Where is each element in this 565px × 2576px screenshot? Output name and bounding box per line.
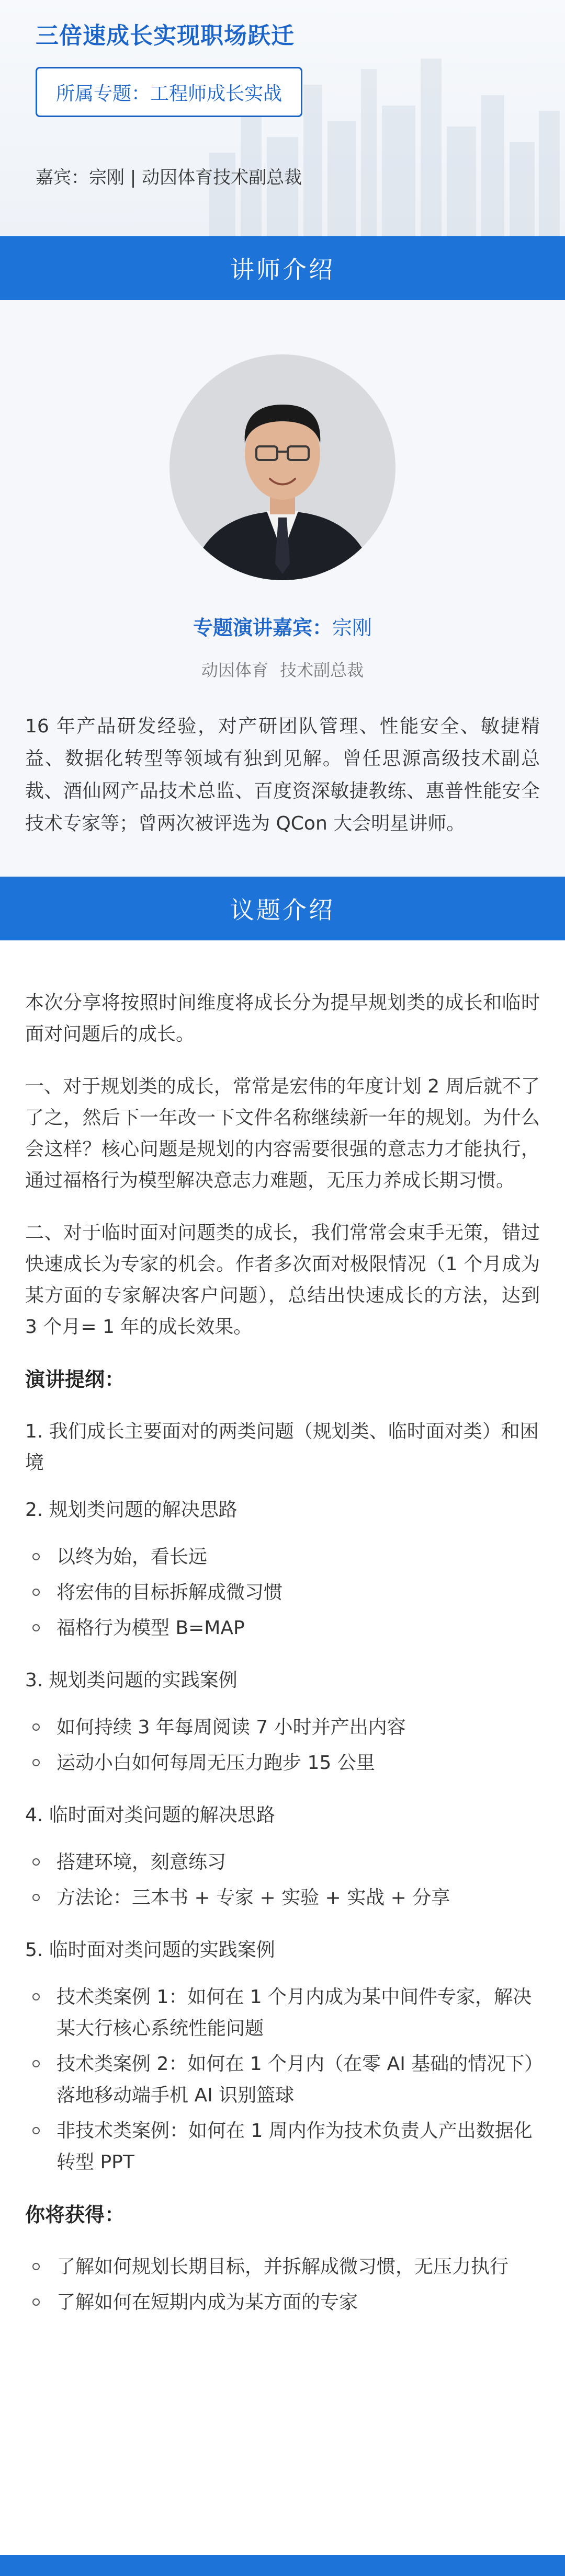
circle-bullet-icon	[32, 2127, 40, 2134]
list-item-text: 技术类案例 1：如何在 1 个月内成为某中间件专家，解决某大行核心系统性能问题	[56, 1986, 532, 2039]
speaker-bio: 16 年产品研发经验，对产研团队管理、性能安全、敏捷精益、数据化转型等领域有独到见解。曾任思源高级技术副总裁、酒仙网产品技术总监、百度资深敏捷教练、惠普性能安全技术专家等；曾两次被评选为 QCon 大会明星讲师。	[25, 716, 540, 834]
circle-bullet-icon	[32, 2298, 40, 2306]
agenda-paragraph-2: 二、对于临时面对问题类的成长，我们常常会束手无策，错过快速成长为专家的机会。作者多次面对极限情况（1 个月成为某方面的专家解决客户问题），总结出快速成长的方法，达到 3 个月= 1 年的成长效果。	[25, 1222, 540, 1338]
list-item	[56, 1577, 540, 1608]
footer-bar	[0, 2555, 565, 2576]
circle-bullet-icon	[32, 1589, 40, 1596]
list-item	[56, 1613, 540, 1644]
outline-point: 3. 规划类问题的实践案例	[25, 1670, 238, 1691]
circle-bullet-icon	[32, 2060, 40, 2067]
circle-bullet-icon	[32, 1759, 40, 1766]
agenda-section	[0, 940, 565, 2318]
guest-role: 技术副总裁	[280, 660, 364, 680]
list-item	[56, 2115, 540, 2178]
list-item-text: 了解如何在短期内成为某方面的专家	[56, 2292, 358, 2313]
list-item	[56, 1747, 540, 1779]
circle-bullet-icon	[32, 1894, 40, 1901]
list-item-text: 以终为始，看长远	[56, 1546, 208, 1568]
agenda-paragraph-1: 一、对于规划类的成长，常常是宏伟的年度计划 2 周后就不了了之，然后下一年改一下文件名称继续新一年的规划。为什么会这样？核心问题是规划的内容需要很强的意志力才能执行，通过福格行为模型解决意志力难题，无压力养成长期习惯。	[25, 1076, 540, 1191]
circle-bullet-icon	[32, 1723, 40, 1731]
list-item	[56, 1847, 540, 1878]
list-item-text: 了解如何规划长期目标，并拆解成微习惯，无压力执行	[56, 2256, 509, 2278]
list-item	[56, 2049, 540, 2111]
circle-bullet-icon	[32, 1858, 40, 1866]
section-header-lecturer: 讲师介绍	[0, 236, 565, 300]
guest-company: 动因体育	[201, 660, 268, 680]
list-item-text: 方法论：三本书 + 专家 + 实验 + 实战 + 分享	[56, 1887, 450, 1908]
circle-bullet-icon	[32, 1553, 40, 1560]
speaker-line: 嘉宾：宗刚 | 动因体育技术副总裁	[36, 167, 302, 188]
outline-point: 2. 规划类问题的解决思路	[25, 1499, 238, 1521]
guest-prefix: 专题演讲嘉宾：	[193, 616, 332, 639]
outline-heading: 演讲提纲：	[25, 1368, 125, 1391]
lecturer-section	[0, 300, 565, 877]
circle-bullet-icon	[32, 1993, 40, 2000]
list-item	[56, 1982, 540, 2044]
circle-bullet-icon	[32, 2263, 40, 2270]
list-item-text: 如何持续 3 年每周阅读 7 小时并产出内容	[56, 1717, 406, 1738]
section-header-agenda: 议题介绍	[0, 877, 565, 940]
list-item-text: 非技术类案例：如何在 1 周内作为技术负责人产出数据化转型 PPT	[56, 2120, 533, 2173]
list-item	[56, 1712, 540, 1743]
hero-banner	[0, 0, 565, 236]
outline-point: 1. 我们成长主要面对的两类问题（规划类、临时面对类）和困境	[25, 1421, 539, 1474]
list-item	[56, 1882, 540, 1914]
outline-sublist	[25, 1847, 540, 1914]
guest-name: 宗刚	[332, 616, 372, 639]
gains-heading: 你将获得：	[25, 2203, 125, 2226]
list-item	[56, 2287, 540, 2318]
topic-tag[interactable]: 所属专题：工程师成长实战	[36, 67, 302, 117]
outline-sublist	[25, 1712, 540, 1779]
list-item	[56, 1542, 540, 1573]
list-item	[56, 2251, 540, 2283]
guest-org	[0, 657, 565, 681]
speaker-avatar	[170, 354, 396, 580]
list-item-text: 福格行为模型 B=MAP	[56, 1617, 245, 1639]
outline-sublist	[25, 1542, 540, 1644]
circle-bullet-icon	[32, 1624, 40, 1631]
outline-point: 5. 临时面对类问题的实践案例	[25, 1939, 275, 1961]
outline-sublist	[25, 1982, 540, 2178]
list-item-text: 将宏伟的目标拆解成微习惯	[56, 1582, 283, 1603]
list-item-text: 技术类案例 2：如何在 1 个月内（在零 AI 基础的情况下）落地移动端手机 AI 识别篮球	[56, 2053, 534, 2106]
outline-point: 4. 临时面对类问题的解决思路	[25, 1804, 275, 1826]
agenda-intro: 本次分享将按照时间维度将成长分为提早规划类的成长和临时面对问题后的成长。	[25, 992, 540, 1045]
list-item-text: 搭建环境，刻意练习	[56, 1852, 227, 1873]
talk-title: 三倍速成长实现职场跃迁	[36, 22, 295, 49]
list-item-text: 运动小白如何每周无压力跑步 15 公里	[56, 1752, 375, 1774]
guest-label	[0, 612, 565, 640]
gains-list	[25, 2251, 540, 2318]
